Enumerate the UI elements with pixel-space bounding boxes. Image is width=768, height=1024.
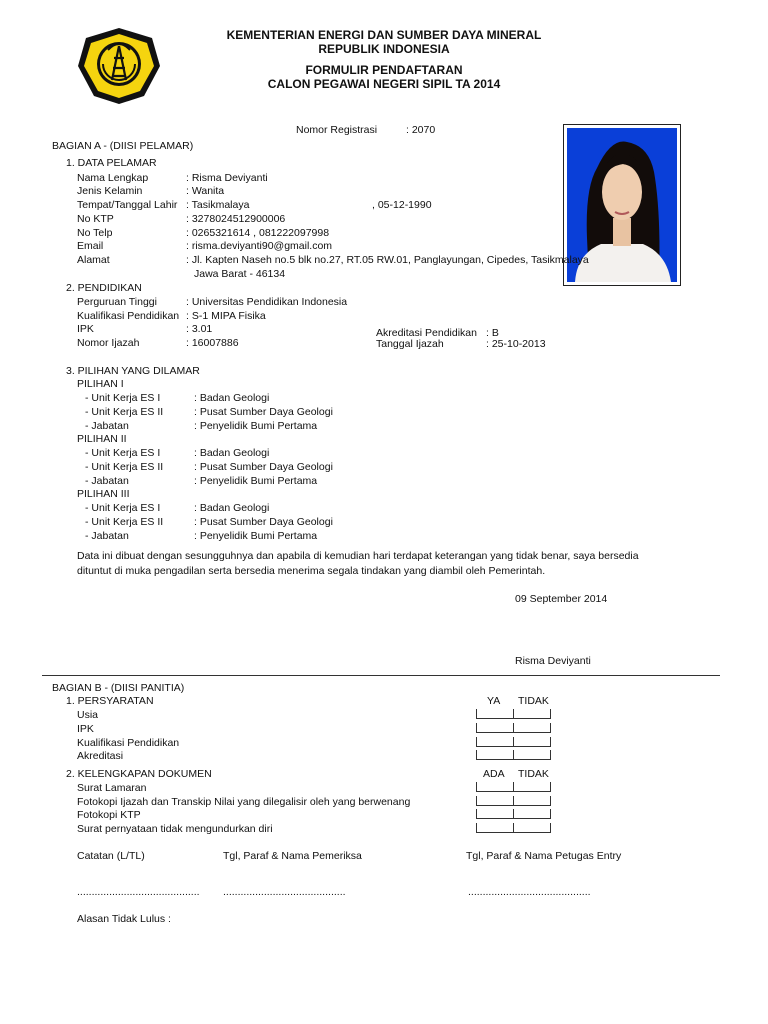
choice-label: - Unit Kerja ES I bbox=[85, 392, 161, 404]
field-value: : 3278024512900006 bbox=[186, 213, 286, 225]
col-ada: ADA bbox=[483, 768, 505, 780]
choice-label: - Unit Kerja ES II bbox=[85, 461, 164, 473]
signature-line: .......................................... bbox=[468, 886, 591, 898]
pendidikan-heading: 2. PENDIDIKAN bbox=[66, 282, 142, 294]
statement-line1: Data ini dibuat dengan sesungguhnya dan apabila di kemudian hari terdapat keterangan yang tidak benar, saya bersedia bbox=[77, 550, 639, 562]
requirement-item: Akreditasi bbox=[77, 750, 124, 762]
data-pelamar-heading: 1. DATA PELAMAR bbox=[66, 157, 157, 169]
choice-value: : Badan Geologi bbox=[194, 447, 270, 459]
choice-label: - Unit Kerja ES I bbox=[85, 502, 161, 514]
document-item: Surat pernyataan tidak mengundurkan diri bbox=[77, 823, 273, 835]
country-title: REPUBLIK INDONESIA bbox=[318, 42, 450, 56]
choice-value: : Badan Geologi bbox=[194, 502, 270, 514]
field-label: No Telp bbox=[77, 227, 113, 239]
akreditasi-value: : B bbox=[486, 327, 499, 339]
field-label: No KTP bbox=[77, 213, 114, 225]
registration-value: : 2070 bbox=[406, 124, 436, 136]
registration-label: Nomor Registrasi bbox=[296, 124, 378, 136]
choice-value: : Penyelidik Bumi Pertama bbox=[194, 420, 318, 432]
field-label: Perguruan Tinggi bbox=[77, 296, 157, 308]
choice-label: - Jabatan bbox=[85, 420, 129, 432]
field-value: : 3.01 bbox=[186, 323, 213, 335]
checkbox-pair[interactable] bbox=[476, 737, 552, 747]
checkbox-pair[interactable] bbox=[476, 823, 552, 833]
persyaratan-heading: 1. PERSYARATAN bbox=[66, 695, 154, 707]
birth-date: , 05-12-1990 bbox=[372, 199, 432, 211]
statement-line2: dituntut di muka pengadilan serta bersedia menerima segala tindakan yang diambil oleh Pemerintah. bbox=[77, 565, 546, 577]
checkbox-pair[interactable] bbox=[476, 782, 552, 792]
field-label: Alamat bbox=[77, 254, 110, 266]
choice-value: : Pusat Sumber Daya Geologi bbox=[194, 461, 333, 473]
field-value: : Jl. Kapten Naseh no.5 blk no.27, RT.05 RW.01, Panglayungan, Cipedes, Tasikmalaya bbox=[186, 254, 589, 266]
col-tidak: TIDAK bbox=[518, 695, 549, 707]
pemeriksa-label: Tgl, Paraf & Nama Pemeriksa bbox=[223, 850, 362, 862]
tanggal-ijazah-value: : 25-10-2013 bbox=[486, 338, 546, 350]
applicant-signature-name: Risma Deviyanti bbox=[515, 655, 591, 667]
field-label: Nomor Ijazah bbox=[77, 337, 140, 349]
ministry-title: KEMENTERIAN ENERGI DAN SUMBER DAYA MINERAL bbox=[226, 28, 542, 42]
document-item: Surat Lamaran bbox=[77, 782, 147, 794]
choice-label: - Unit Kerja ES I bbox=[85, 447, 161, 459]
col-tidak: TIDAK bbox=[518, 768, 549, 780]
checkbox-pair[interactable] bbox=[476, 796, 552, 806]
field-value: : 0265321614 , 081222097998 bbox=[186, 227, 330, 239]
field-value: : Tasikmalaya bbox=[186, 199, 250, 211]
tanggal-ijazah-label: Tanggal Ijazah bbox=[376, 338, 444, 350]
section-divider bbox=[42, 675, 720, 676]
akreditasi-label: Akreditasi Pendidikan bbox=[376, 327, 477, 339]
choice-label: - Unit Kerja ES II bbox=[85, 516, 164, 528]
choice-title: PILIHAN II bbox=[77, 433, 127, 445]
choice-value: : Pusat Sumber Daya Geologi bbox=[194, 516, 333, 528]
choice-value: : Penyelidik Bumi Pertama bbox=[194, 475, 318, 487]
section-b-title: BAGIAN B - (DIISI PANITIA) bbox=[52, 682, 185, 694]
choice-value: : Pusat Sumber Daya Geologi bbox=[194, 406, 333, 418]
field-value: : S-1 MIPA Fisika bbox=[186, 310, 266, 322]
field-label: Tempat/Tanggal Lahir bbox=[77, 199, 178, 211]
form-subtitle: CALON PEGAWAI NEGERI SIPIL TA 2014 bbox=[267, 77, 501, 91]
checkbox-pair[interactable] bbox=[476, 750, 552, 760]
field-label: Nama Lengkap bbox=[77, 172, 149, 184]
document-item: Fotokopi Ijazah dan Transkip Nilai yang dilegalisir oleh yang berwenang bbox=[77, 796, 411, 808]
field-label: Kualifikasi Pendidikan bbox=[77, 310, 180, 322]
field-value: : Risma Deviyanti bbox=[186, 172, 268, 184]
document-item: Fotokopi KTP bbox=[77, 809, 141, 821]
choice-value: : Penyelidik Bumi Pertama bbox=[194, 530, 318, 542]
choice-label: - Jabatan bbox=[85, 530, 129, 542]
choice-title: PILIHAN I bbox=[77, 378, 124, 390]
checkbox-pair[interactable] bbox=[476, 809, 552, 819]
catatan-label: Catatan (L/TL) bbox=[77, 850, 145, 862]
requirement-item: IPK bbox=[77, 723, 94, 735]
checkbox-pair[interactable] bbox=[476, 709, 552, 719]
choice-label: - Jabatan bbox=[85, 475, 129, 487]
choice-title: PILIHAN III bbox=[77, 488, 130, 500]
kelengkapan-heading: 2. KELENGKAPAN DOKUMEN bbox=[66, 768, 212, 780]
pilihan-heading: 3. PILIHAN YANG DILAMAR bbox=[66, 365, 200, 377]
petugas-label: Tgl, Paraf & Nama Petugas Entry bbox=[466, 850, 622, 862]
field-label: Email bbox=[77, 240, 104, 252]
choice-label: - Unit Kerja ES II bbox=[85, 406, 164, 418]
requirement-item: Kualifikasi Pendidikan bbox=[77, 737, 180, 749]
field-label: Jenis Kelamin bbox=[77, 185, 143, 197]
form-title: FORMULIR PENDAFTARAN bbox=[305, 63, 463, 77]
requirement-item: Usia bbox=[77, 709, 99, 721]
address-line2: Jawa Barat - 46134 bbox=[194, 268, 286, 280]
field-label: IPK bbox=[77, 323, 94, 335]
field-value: : Wanita bbox=[186, 185, 225, 197]
signature-line: .......................................... bbox=[77, 886, 200, 898]
choice-value: : Badan Geologi bbox=[194, 392, 270, 404]
alasan-label: Alasan Tidak Lulus : bbox=[77, 913, 171, 925]
field-value: : Universitas Pendidikan Indonesia bbox=[186, 296, 348, 308]
field-value: : risma.deviyanti90@gmail.com bbox=[186, 240, 333, 252]
col-ya: YA bbox=[487, 695, 501, 707]
checkbox-pair[interactable] bbox=[476, 723, 552, 733]
field-value: : 16007886 bbox=[186, 337, 239, 349]
section-a-title: BAGIAN A - (DIISI PELAMAR) bbox=[52, 140, 194, 152]
signing-date: 09 September 2014 bbox=[515, 593, 608, 605]
signature-line: .......................................... bbox=[223, 886, 346, 898]
